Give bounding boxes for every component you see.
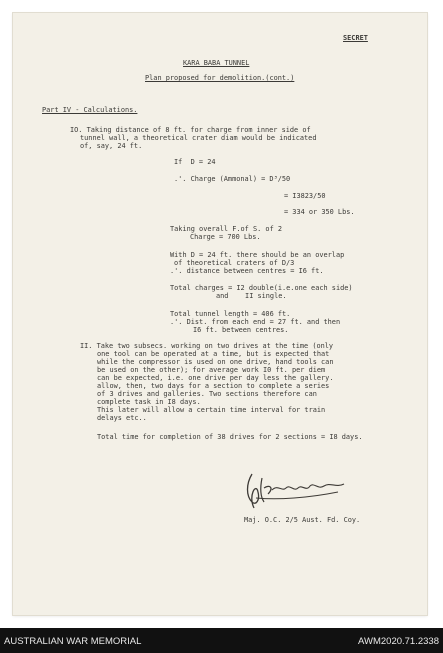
calc-taking-1: Taking overall F.of S. of 2 <box>170 225 283 233</box>
calc-step-1: = I3823/50 <box>284 192 326 200</box>
calc-total-2: and II single. <box>216 292 287 300</box>
archive-footer <box>0 628 443 653</box>
calc-length-3: I6 ft. between centres. <box>193 326 289 334</box>
para11-line-7: of 3 drives and galleries. Two sections therefore can <box>97 390 317 398</box>
footer-institution: AUSTRALIAN WAR MEMORIAL <box>4 636 142 647</box>
section-heading: Part IV - Calculations. <box>42 106 138 114</box>
para11-line-8: complete task in I8 days. <box>97 398 201 406</box>
calc-taking-2: Charge = 700 Lbs. <box>190 233 261 241</box>
calc-length-2: .'. Dist. from each end = 27 ft. and then <box>170 318 341 326</box>
document-subtitle: Plan proposed for demolition.(cont.) <box>145 74 295 82</box>
calc-total-1: Total charges = I2 double(i.e.one each side) <box>170 284 353 292</box>
para10-line-1: IO. Taking distance of 8 ft. for charge from inner side of <box>70 126 311 134</box>
signature-block: Maj. O.C. 2/5 Aust. Fd. Coy. <box>244 516 361 524</box>
para11-line-1: II. Take two subsecs. working on two drives at the time (only <box>80 342 334 350</box>
document-title: KARA BABA TUNNEL <box>183 59 250 67</box>
para11-line-5: can be expected, i.e. one drive per day less the gallery. <box>97 374 334 382</box>
handwritten-signature <box>238 466 358 514</box>
para10-line-2: tunnel wall, a theoretical crater diam would be indicated <box>80 134 317 142</box>
para10-line-3: of, say, 24 ft. <box>80 142 143 150</box>
calc-step-2: = 334 or 350 Lbs. <box>284 208 355 216</box>
para11-line-3: while the compressor is used on one drive, hand tools can <box>97 358 334 366</box>
total-time-line: Total time for completion of 38 drives for 2 sections = I8 days. <box>97 433 363 441</box>
calc-with-3: .'. distance between centres = I6 ft. <box>170 267 324 275</box>
para11-line-6: allow, then, two days for a section to complete a series <box>97 382 330 390</box>
calc-if-d: If D = 24 <box>174 158 216 166</box>
para11-line-2: one tool can be operated at a time, but is expected that <box>97 350 330 358</box>
calc-with-2: of theoretical craters of D/3 <box>174 259 295 267</box>
para11-line-9: This later will allow a certain time interval for train <box>97 406 326 414</box>
calc-charge: .'. Charge (Ammonal) = D³/50 <box>174 175 291 183</box>
calc-with-1: With D = 24 ft. there should be an overlap <box>170 251 345 259</box>
calc-length-1: Total tunnel length = 406 ft. <box>170 310 291 318</box>
footer-accession-number: AWM2020.71.2338 <box>358 636 439 647</box>
para11-line-4: be used on the other); for average work I0 ft. per diem <box>97 366 326 374</box>
classification-stamp: SECRET <box>343 34 368 42</box>
para11-line-10: delays etc.. <box>97 414 147 422</box>
